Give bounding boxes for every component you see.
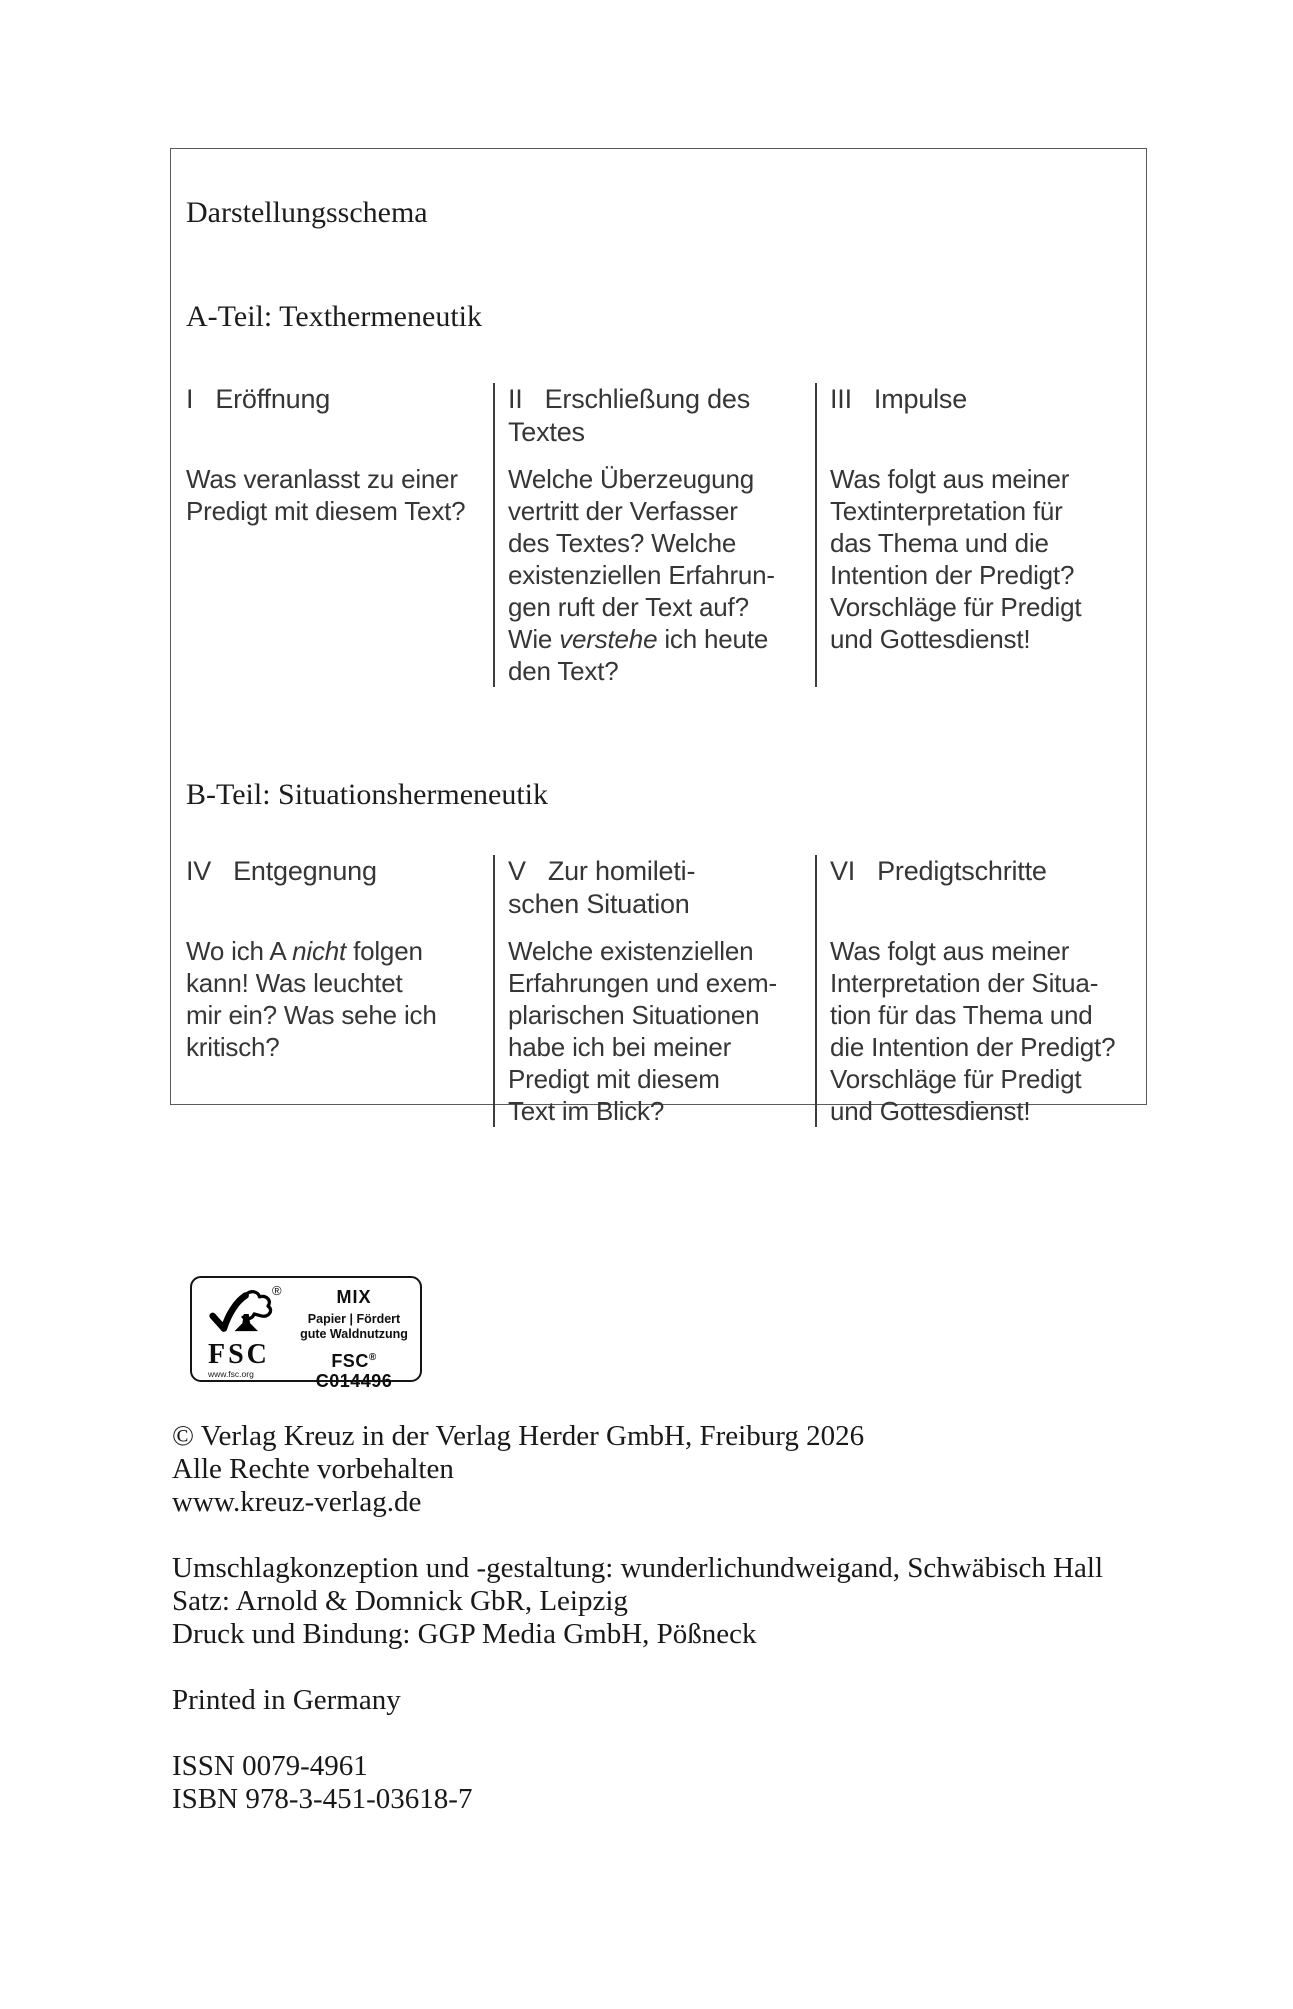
- body-line: des Textes? Welche: [508, 528, 737, 558]
- column-body: [186, 935, 493, 1063]
- column-heading-line: [830, 855, 1131, 888]
- column-heading-line: [186, 383, 493, 416]
- body-line: gen ruft der Text auf?: [508, 592, 749, 622]
- body-line: Welche Überzeugung: [508, 464, 754, 494]
- imprint-line: Alle Rechte vorbehalten: [172, 1453, 454, 1485]
- body-line: Vorschläge für Predigt: [830, 1064, 1082, 1094]
- body-line: habe ich bei meiner: [508, 1032, 732, 1062]
- fsc-claim-line2: gute Waldnutzung: [300, 1327, 408, 1341]
- schema-column-ii: [493, 383, 815, 687]
- body-line: Was veranlasst zu einer: [186, 464, 458, 494]
- body-line: Text im Blick?: [508, 1096, 665, 1126]
- schema-box: [170, 148, 1147, 1126]
- body-line: tion für das Thema und: [830, 1000, 1093, 1030]
- fsc-label: [190, 1276, 422, 1391]
- column-heading: [186, 855, 493, 927]
- body-line: Wo ich A nicht folgen: [186, 936, 423, 966]
- column-heading: [508, 383, 815, 455]
- column-heading-line: [508, 855, 815, 888]
- imprint-paragraph: [172, 1750, 1103, 1816]
- imprint-paragraph: [172, 1684, 1103, 1717]
- column-heading-text: Predigtschritte: [877, 856, 1047, 886]
- body-line: Predigt mit diesem Text?: [186, 496, 466, 526]
- body-line: vertritt der Verfasser: [508, 496, 738, 526]
- imprint-line: Satz: Arnold & Domnick GbR, Leipzig: [172, 1585, 628, 1617]
- body-line: das Thema und die: [830, 528, 1049, 558]
- registered-trademark-icon: ®: [272, 1283, 282, 1298]
- schema-column-vi: [815, 855, 1131, 1127]
- schema-column-v: [493, 855, 815, 1127]
- body-line: Welche existenziellen: [508, 936, 754, 966]
- column-heading-text: Eröffnung: [215, 384, 331, 414]
- body-line: und Gottesdienst!: [830, 1096, 1031, 1126]
- body-line: Was folgt aus meiner: [830, 936, 1070, 966]
- schema-column-i: [186, 383, 493, 687]
- schema-table-a: [186, 383, 1131, 687]
- column-body: [508, 463, 815, 687]
- fsc-claim-line1: Papier | Fördert: [307, 1312, 401, 1326]
- imprint-line: Umschlagkonzeption und -gestaltung: wunderlichundweigand, Schwäbisch Hall: [172, 1552, 1104, 1584]
- column-heading-line: [508, 383, 815, 416]
- imprint-paragraph: [172, 1552, 1103, 1651]
- fsc-grade: MIX: [336, 1287, 372, 1307]
- column-heading-line: [508, 416, 815, 449]
- body-line: Wie verstehe ich heute: [508, 624, 769, 654]
- column-heading: [830, 855, 1131, 927]
- body-line: existenziellen Erfahrun-: [508, 560, 775, 590]
- imprint-line: © Verlag Kreuz in der Verlag Herder GmbH, Freiburg 2026: [172, 1420, 865, 1452]
- page-title: Darstellungsschema: [186, 196, 428, 229]
- column-heading-line: [186, 855, 493, 888]
- body-line: den Text?: [508, 656, 619, 686]
- imprint-line: ISBN 978-3-451-03618-7: [172, 1783, 473, 1815]
- fsc-tree-checkmark-icon: [208, 1285, 274, 1339]
- column-heading: [186, 383, 493, 455]
- fsc-license-code: [294, 1348, 414, 1391]
- body-line: Interpretation der Situa-: [830, 968, 1099, 998]
- fsc-license-registered-mark: ®: [368, 1352, 377, 1363]
- column-heading: [508, 855, 815, 927]
- fsc-claim: [294, 1312, 414, 1342]
- body-line: Vorschläge für Predigt: [830, 592, 1082, 622]
- body-line: kritisch?: [186, 1032, 280, 1062]
- column-heading-text: Entgegnung: [233, 856, 377, 886]
- column-heading-text: Erschließung des: [544, 384, 751, 414]
- schema-column-iii: [815, 383, 1131, 687]
- column-body: [830, 935, 1131, 1127]
- body-line: mir ein? Was sehe ich: [186, 1000, 437, 1030]
- column-heading-line: [830, 383, 1131, 416]
- imprint-line: Druck und Bindung: GGP Media GmbH, Pößneck: [172, 1618, 757, 1650]
- body-line: Erfahrungen und exem-: [508, 968, 777, 998]
- section-b-title: B-Teil: Situationshermeneutik: [186, 778, 549, 811]
- column-numeral: V: [508, 856, 526, 886]
- schema-column-iv: [186, 855, 493, 1127]
- body-line: Textinterpretation für: [830, 496, 1063, 526]
- body-line: und Gottesdienst!: [830, 624, 1031, 654]
- fsc-license-number: C014496: [315, 1371, 393, 1391]
- body-line: Predigt mit diesem: [508, 1064, 720, 1094]
- fsc-text-block: [294, 1278, 420, 1391]
- column-body: [508, 935, 815, 1127]
- column-heading-text: schen Situation: [508, 889, 690, 919]
- column-numeral: II: [508, 384, 523, 414]
- imprint-line: ISSN 0079-4961: [172, 1750, 368, 1782]
- fsc-wordmark: FSC: [208, 1339, 270, 1370]
- body-line: die Intention der Predigt?: [830, 1032, 1116, 1062]
- imprint-line: Printed in Germany: [172, 1684, 401, 1716]
- imprint-paragraph: [172, 1420, 1103, 1519]
- column-heading: [830, 383, 1131, 455]
- column-numeral: III: [830, 384, 852, 414]
- column-numeral: I: [186, 384, 194, 414]
- column-numeral: IV: [186, 856, 212, 886]
- column-heading-text: Zur homileti-: [547, 856, 696, 886]
- body-line: plarischen Situationen: [508, 1000, 760, 1030]
- section-a-title: A-Teil: Texthermeneutik: [186, 300, 482, 333]
- fsc-url: www.fsc.org: [208, 1369, 254, 1379]
- column-body: [186, 463, 493, 527]
- fsc-logo-block: [192, 1278, 294, 1380]
- imprint-block: [172, 1420, 1103, 1849]
- body-line: Was folgt aus meiner: [830, 464, 1070, 494]
- body-line: kann! Was leuchtet: [186, 968, 403, 998]
- schema-table-b: [186, 855, 1131, 1127]
- column-heading-text: Textes: [508, 417, 585, 447]
- imprint-line: www.kreuz-verlag.de: [172, 1486, 422, 1518]
- column-numeral: VI: [830, 856, 856, 886]
- column-body: [830, 463, 1131, 655]
- fsc-license-prefix: FSC: [331, 1351, 369, 1371]
- column-heading-text: Impulse: [873, 384, 968, 414]
- column-heading-line: [508, 888, 815, 921]
- body-line: Intention der Predigt?: [830, 560, 1075, 590]
